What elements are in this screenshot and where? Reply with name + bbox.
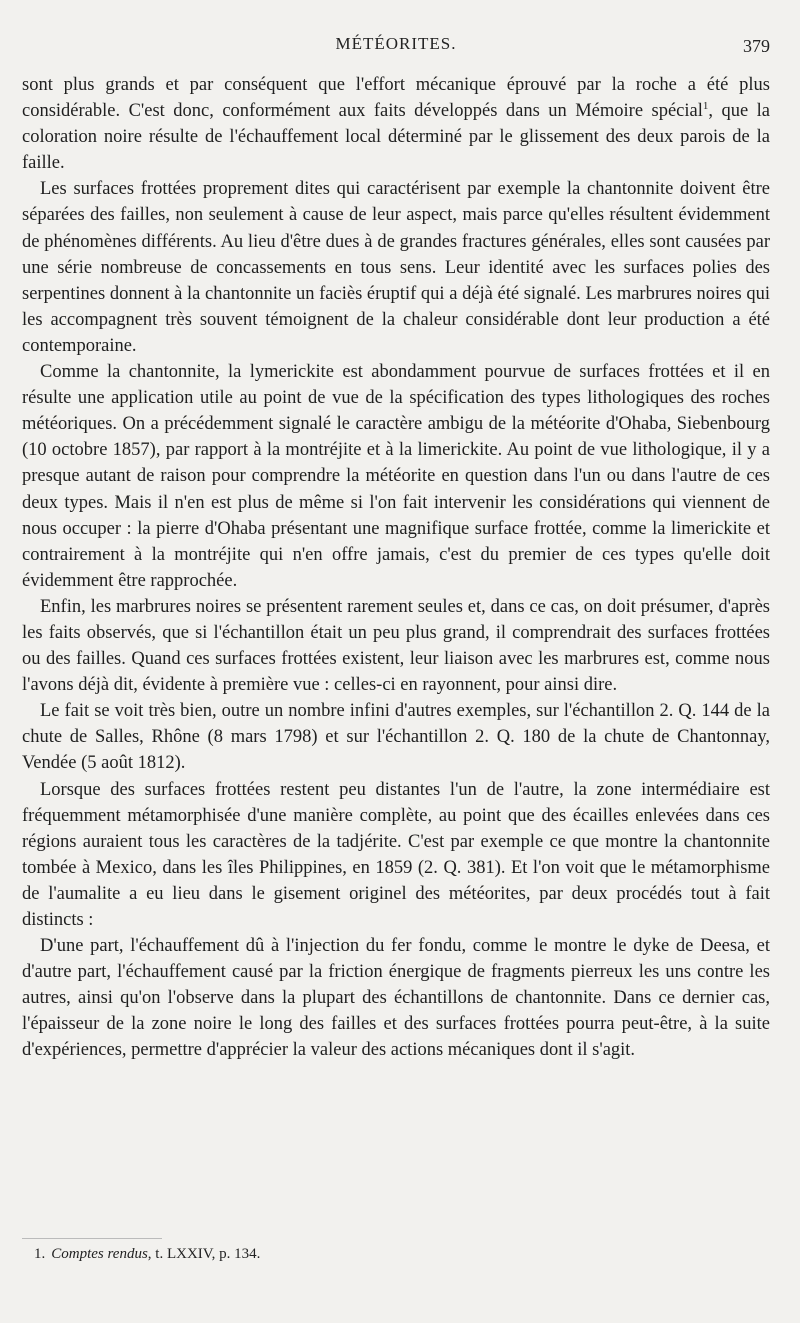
paragraph-4: Enfin, les marbrures noires se présentent rarement seules et, dans ce cas, on doit présumer, d'après les faits observés, que si l'échantillon était un peu plus grand, il comprendrait des surfaces frottées ou des failles. Quand ces surfaces frottées existent, leur liaison avec les marbrures est, comme nous l'avons déjà dit, évidente à première vue : celles-ci en rayonnent, pour ainsi dire. xyxy=(22,596,770,696)
paragraph-2: Les surfaces frottées proprement dites qui caractérisent par exemple la chantonnite doivent être séparées des failles, non seulement à cause de leur aspect, mais parce qu'elles résultent évidemment de phénomènes différents. Au lieu d'être dues à de grandes fractures générales, elles sont causées par une série nombreuse de concassements en tous sens. Leur identité avec les surfaces polies des serpentines donnent à la chantonnite un faciès éruptif qui a déjà été signalé. Les marbrures noires qui les accompagnent très souvent témoignent de la chaleur considérable dont leur production a été contemporaine. xyxy=(22,179,770,356)
footnote-reference: 1 xyxy=(702,100,709,113)
page-number: 379 xyxy=(743,36,770,56)
paragraph-6: Lorsque des surfaces frottées restent peu distantes l'un de l'autre, la zone intermédiaire est fréquemment métamorphisée d'une manière complète, au point que des écailles enlevées dans ces régions auraient tous les caractères de la tadjérite. C'est par exemple ce que montre la chantonnite tombée à Mexico, dans les îles Philippines, en 1859 (2. Q. 381). Et l'on voit que le métamorphisme de l'aumalite a eu lieu dans le gisement originel des météorites, par deux procédés tout à fait distincts : xyxy=(22,779,770,930)
paragraph-3: Comme la chantonnite, la lymerickite est abondamment pourvue de surfaces frottées et il en résulte une application utile au point de vue de la spécification des types lithologiques des roches météoriques. On a précédemment signalé le caractère ambigu de la météorite d'Ohaba, Siebenbourg (10 octobre 1857), par rapport à la montréjite et à la limerickite. Au point de vue lithologique, il y a presque autant de raison pour comprendre la météorite en question dans l'un ou dans l'autre de ces deux types. Mais il n'en est plus de même si l'on fait intervenir les considérations qui viennent de nous occuper : la pierre d'Ohaba présentant une magnifique surface frottée, comme la limerickite et contrairement à la montréjite qui n'en offre jamais, c'est du premier de ces types qu'elle doit évidemment être rapprochée. xyxy=(22,362,770,591)
footnote-reference-text: , t. LXXIV, p. 134. xyxy=(147,1246,261,1262)
footnote-divider xyxy=(22,1238,162,1239)
footnote-source: Comptes rendus xyxy=(51,1246,148,1262)
body-text xyxy=(22,72,770,1064)
paragraph-5: Le fait se voit très bien, outre un nombre infini d'autres exemples, sur l'échantillon 2. Q. 144 de la chute de Salles, Rhône (8 mars 1798) et sur l'échantillon 2. Q. 180 de la chute de Chantonnay, Vendée (5 août 1812). xyxy=(22,701,770,774)
footnote-number: 1. xyxy=(34,1246,46,1262)
paragraph-1-text-b: , que la coloration noire résulte de l'échauffement local déterminé par le glissement des deux parois de la faille. xyxy=(22,101,771,174)
running-head xyxy=(22,34,770,58)
running-title: MÉTÉORITES. xyxy=(335,34,457,53)
paragraph-1 xyxy=(22,72,770,176)
footnote xyxy=(34,1244,260,1264)
paragraph-7: D'une part, l'échauffement dû à l'injection du fer fondu, comme le montre le dyke de Deesa, et d'autre part, l'échauffement causé par la friction énergique de fragments pierreux les uns contre les autres, ainsi qu'on l'observe dans la plupart des échantillons de chantonnite. Dans ce dernier cas, l'épaisseur de la zone noire le long des failles et des surfaces frottées pourra peut-être, à la suite d'expériences, permettre d'apprécier la valeur des actions mécaniques dont il s'agit. xyxy=(22,936,770,1061)
paragraph-1-text-a: sont plus grands et par conséquent que l'effort mécanique éprouvé par la roche a été plus considérable. C'est donc, conformément aux faits développés dans un Mémoire spécial xyxy=(22,75,770,122)
